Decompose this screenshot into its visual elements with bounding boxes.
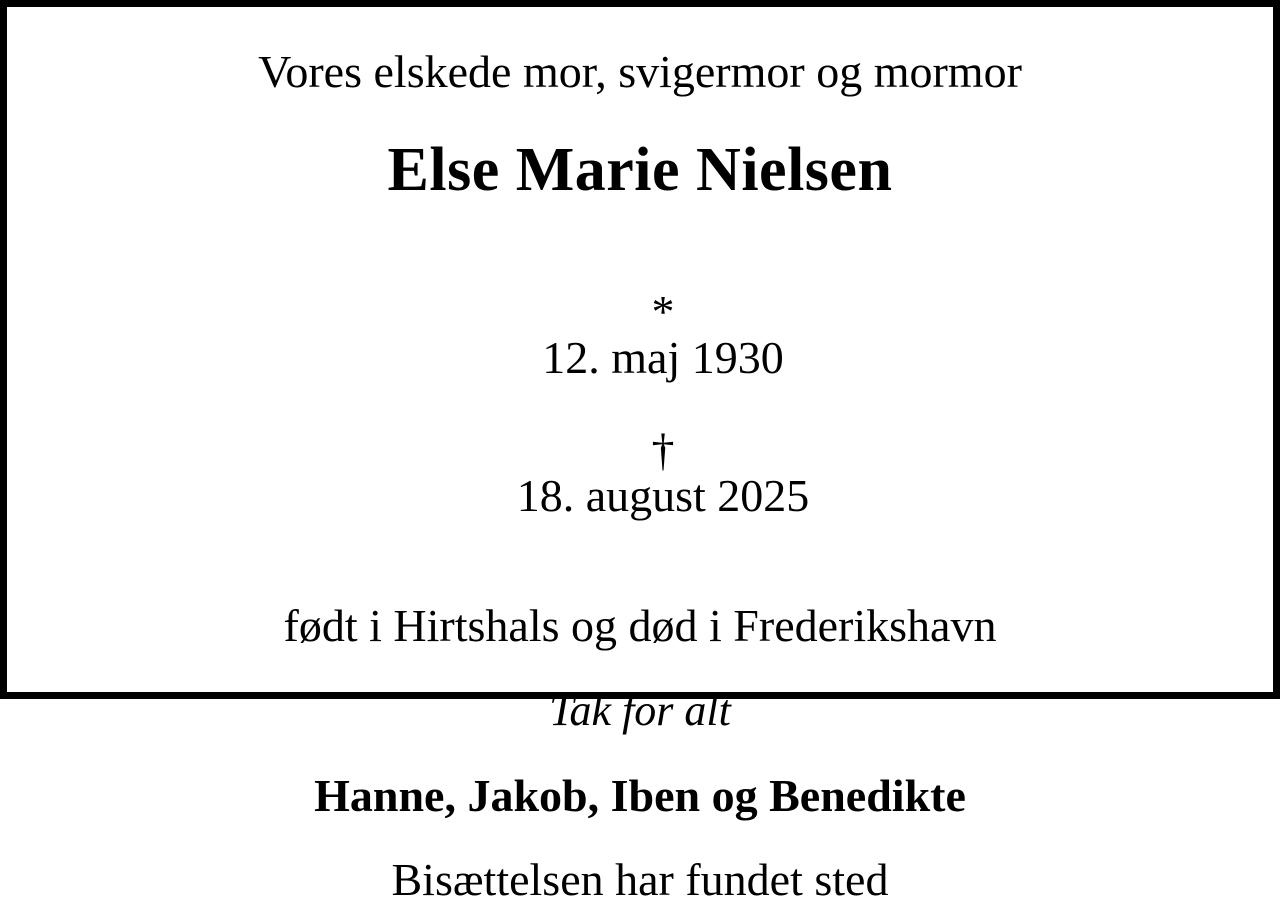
survivors-names: Hanne, Jakob, Iben og Benedikte: [314, 770, 966, 821]
death-symbol: †: [651, 424, 675, 475]
deceased-name: Else Marie Nielsen: [387, 136, 893, 204]
birth-symbol: *: [651, 286, 675, 337]
funeral-status: Bisættelsen har fundet sted: [391, 854, 889, 905]
relationship-line: Vores elskede mor, svigermor og mormor: [258, 46, 1022, 97]
birth-date: 12. maj 1930: [542, 332, 784, 383]
birth-death-places: født i Hirtshals og død i Frederikshavn: [283, 600, 997, 651]
farewell-message: Tak for alt: [549, 686, 731, 735]
life-dates: [7, 243, 1273, 565]
death-date: 18. august 2025: [516, 470, 810, 521]
